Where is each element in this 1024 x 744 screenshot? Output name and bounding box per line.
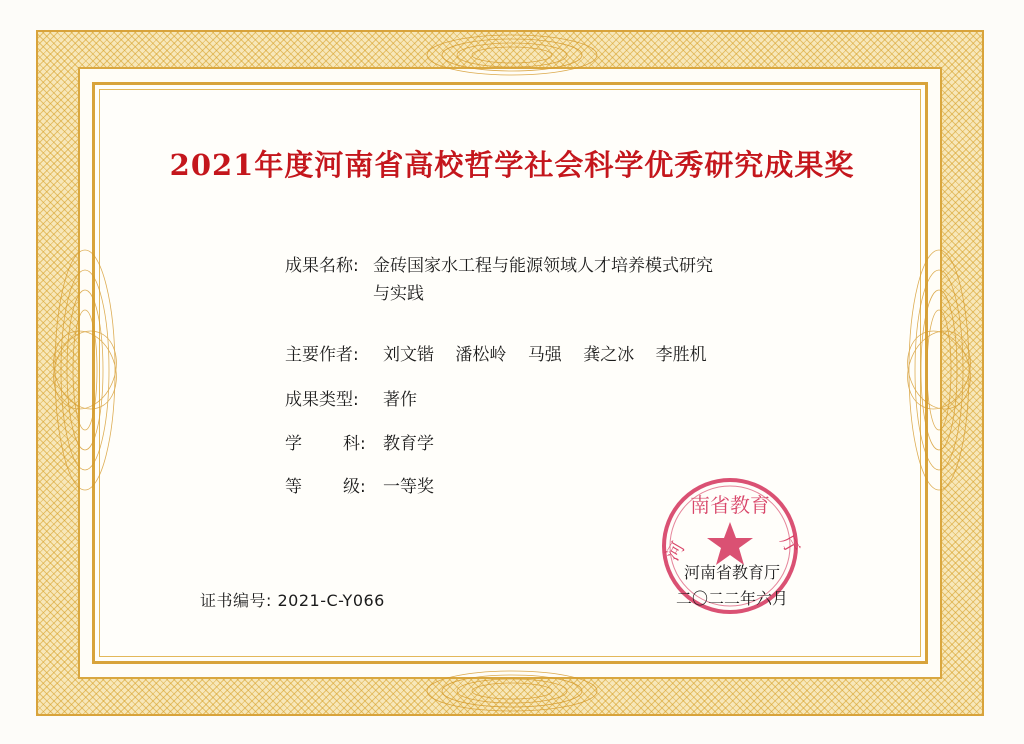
guilloche-rosette-right (904, 240, 974, 500)
author-name: 龚之冰 (583, 345, 635, 365)
field-name (285, 251, 359, 276)
field-grade-value: 一等奖 (383, 477, 434, 497)
field-name-value-line2: 与实践 (373, 284, 424, 304)
field-subject-value: 教育学 (383, 434, 434, 454)
field-type-label: 成果类型: (285, 390, 359, 410)
issuer-block (662, 560, 802, 612)
guilloche-rosette-left (50, 240, 120, 500)
guilloche-rosette-bottom (422, 666, 602, 716)
guilloche-rosette-top (422, 30, 602, 80)
field-name-label: 成果名称: (285, 256, 359, 276)
author-name: 刘文锴 (383, 345, 434, 365)
certificate-title: 2021年度河南省高校哲学社会科学优秀研究成果奖 (169, 148, 855, 182)
field-name-value-line1: 金砖国家水工程与能源领域人才培养模式研究 (373, 256, 713, 276)
author-name: 潘松岭 (455, 345, 507, 365)
issue-date: 二〇二二年六月 (675, 589, 788, 608)
svg-text:南省教育: 南省教育 (690, 493, 770, 517)
field-subject-label-1: 学 (285, 434, 302, 454)
field-subject-label-2: 科: (343, 434, 366, 454)
certificate-number-label: 证书编号: (200, 591, 272, 610)
certificate-number (200, 588, 385, 611)
field-authors-label: 主要作者: (285, 345, 359, 365)
author-name: 马强 (527, 345, 562, 365)
certificate-number-value: 2021-C-Y066 (277, 591, 385, 610)
author-name: 李胜机 (655, 345, 707, 365)
field-grade-label-1: 等 (285, 477, 302, 497)
field-grade-label-2: 级: (343, 477, 366, 497)
field-authors-list (383, 340, 707, 365)
issuer-name: 河南省教育厅 (683, 563, 780, 582)
svg-text:河: 河 (662, 538, 690, 565)
svg-text:厅: 厅 (775, 532, 803, 559)
field-type-value: 著作 (383, 390, 417, 410)
